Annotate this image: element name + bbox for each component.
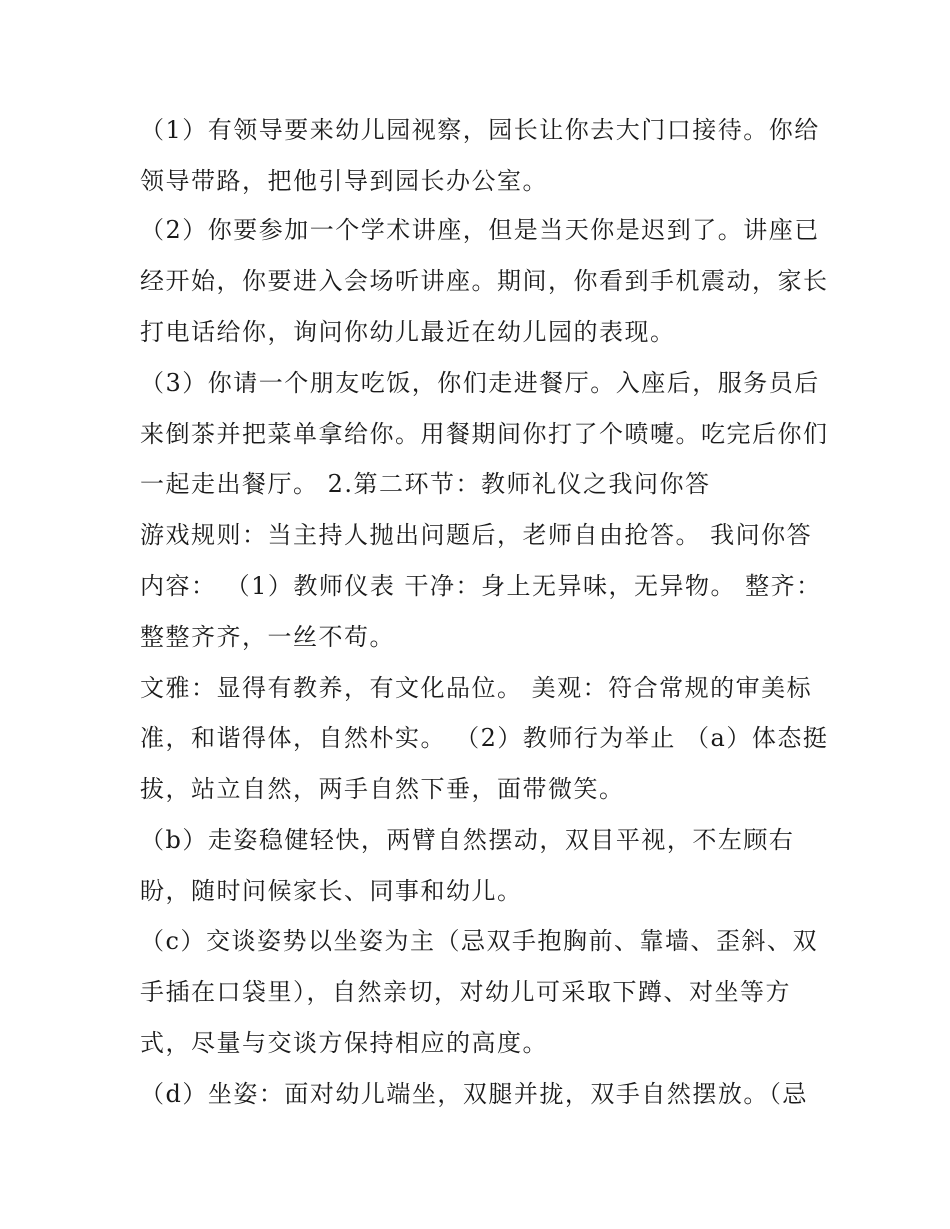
text-line: 游戏规则：当主持人抛出问题后，老师自由抢答。 我问你答: [140, 521, 813, 549]
text-line: 盼，随时问候家长、同事和幼儿。: [140, 877, 523, 905]
text-line: （1）有领导要来幼儿园视察，园长让你去大门口接待。你给: [140, 116, 820, 144]
text-line: 式，尽量与交谈方保持相应的高度。: [140, 1029, 548, 1057]
text-line: （d）坐姿：面对幼儿端坐，双腿并拢，双手自然摆放。（忌: [140, 1080, 808, 1108]
text-line: 领导带路，把他引导到园长办公室。: [140, 167, 548, 195]
text-line: 经开始，你要进入会场听讲座。期间，你看到手机震动，家长: [140, 267, 829, 295]
text-line: （b）走姿稳健轻快，两臂自然摆动，双目平视，不左顾右: [140, 826, 795, 854]
text-line: 来倒茶并把菜单拿给你。用餐期间你打了个喷嚏。吃完后你们: [140, 420, 829, 448]
text-line: 手插在口袋里），自然亲切，对幼儿可采取下蹲、对坐等方: [140, 978, 791, 1006]
text-line: （c）交谈姿势以坐姿为主（忌双手抱胸前、靠墙、歪斜、双: [140, 927, 818, 955]
text-line: 一起走出餐厅。 2.第二环节：教师礼仪之我问你答: [140, 470, 711, 498]
text-line: 内容： （1）教师仪表 干净：身上无异味，无异物。 整齐：: [140, 572, 822, 600]
text-line: 打电话给你，询问你幼儿最近在幼儿园的表现。: [140, 318, 676, 346]
text-line: 准，和谐得体，自然朴实。 （2）教师行为举止 （a）体态挺: [140, 724, 829, 752]
text-line: 整整齐齐，一丝不苟。: [140, 623, 395, 651]
text-line: （2）你要参加一个学术讲座，但是当天你是迟到了。讲座已: [140, 216, 820, 244]
text-line: 文雅：显得有教养，有文化品位。 美观：符合常规的审美标: [140, 674, 813, 702]
text-line: （3）你请一个朋友吃饭，你们走进餐厅。入座后，服务员后: [140, 369, 820, 397]
text-line: 拔，站立自然，两手自然下垂，面带微笑。: [140, 775, 625, 803]
